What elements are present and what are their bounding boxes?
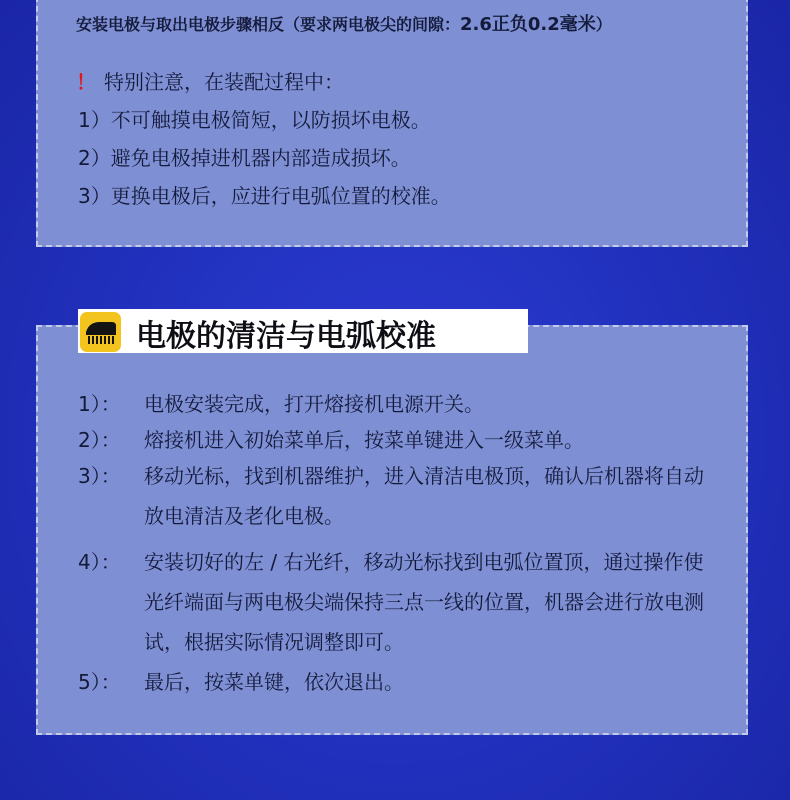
section-title: 电极的清洁与电弧校准 — [136, 319, 436, 354]
step-text: 最后，按菜单键，依次退出。 — [144, 670, 404, 694]
step-number: 4）： — [78, 550, 121, 574]
note-item: 2）避免电极掉进机器内部造成损坏。 — [78, 146, 411, 170]
notes-panel — [36, 0, 748, 247]
warning-title: 特别注意，在装配过程中： — [104, 70, 344, 94]
warning-heading — [76, 66, 344, 95]
section-header — [78, 309, 528, 353]
step-text: 熔接机进入初始菜单后，按菜单键进入一级菜单。 — [144, 428, 584, 452]
step-number: 2）： — [78, 428, 121, 452]
note-item: 3）更换电极后，应进行电弧位置的校准。 — [78, 184, 451, 208]
step-number: 1）： — [78, 392, 121, 416]
note-item: 1）不可触摸电极简短，以防损坏电极。 — [78, 108, 431, 132]
step-text: 电极安装完成，打开熔接机电源开关。 — [144, 392, 484, 416]
intro-text: 安装电极与取出电极步骤相反（要求两电极尖的间隙：2.6正负0.2毫米） — [76, 14, 612, 35]
gap-value: 2.6正负0.2毫米 — [460, 14, 596, 35]
step-text: 安装切好的左 / 右光纤，移动光标找到电弧位置顶，通过操作使光纤端面与两电极尖端保持三点一线的位置，机器会进行放电测试，根据实际情况调整即可。 — [144, 550, 704, 654]
step-number: 5）： — [78, 670, 121, 694]
step-text: 移动光标，找到机器维护，进入清洁电极顶，确认后机器将自动放电清洁及老化电极。 — [144, 464, 704, 528]
brush-icon — [80, 312, 121, 352]
step-number: 3）： — [78, 464, 121, 488]
warning-icon: ！ — [76, 70, 96, 94]
